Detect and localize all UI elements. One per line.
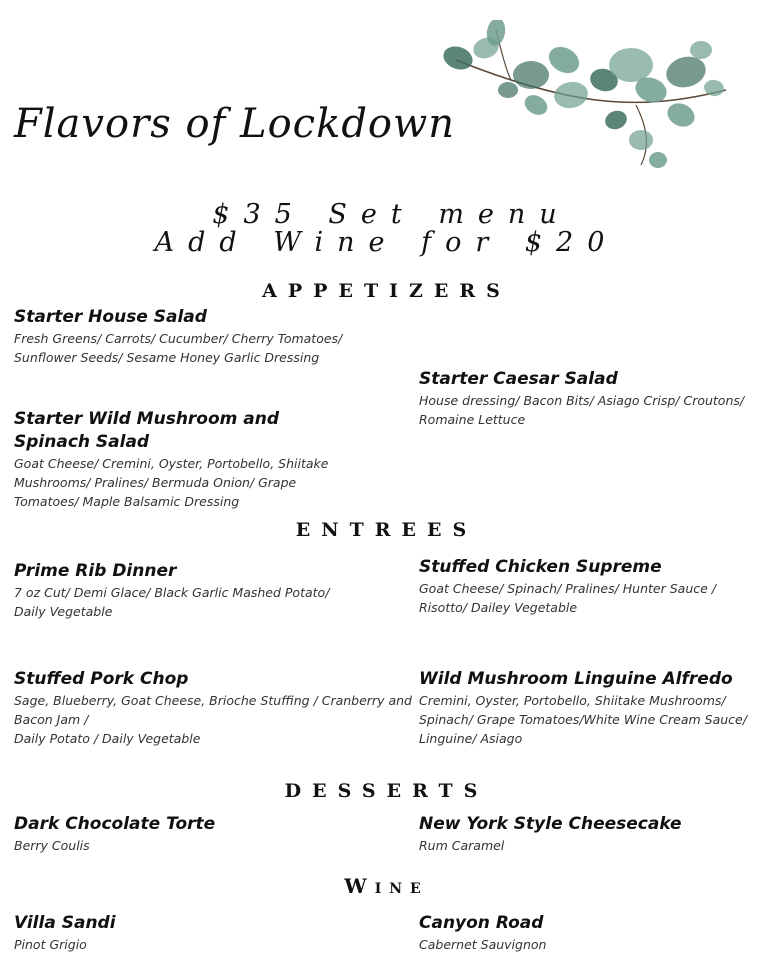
set-menu-price: $35 Set menu bbox=[212, 199, 571, 230]
menu-item-description bbox=[14, 583, 394, 621]
description-line: Mushrooms/ Pralines/ Bermuda Onion/ Grape bbox=[14, 475, 297, 490]
menu-item-name: Stuffed Pork Chop bbox=[14, 669, 189, 689]
menu-item bbox=[419, 813, 769, 855]
description-line: Spinach/ Grape Tomatoes/White Wine Cream Sauce/ bbox=[419, 712, 747, 727]
leaf-shape bbox=[440, 43, 476, 74]
description-line: Linguine/ Asiago bbox=[419, 731, 523, 746]
menu-item-description bbox=[419, 935, 769, 954]
section-heading-appetizers: APPETIZERS bbox=[262, 280, 511, 302]
leaf-shape bbox=[690, 41, 712, 59]
menu-item-description bbox=[14, 836, 394, 855]
description-line: Cabernet Sauvignon bbox=[419, 937, 547, 952]
leaf-shape bbox=[552, 79, 590, 111]
menu-item-name: Villa Sandi bbox=[14, 913, 116, 933]
description-line: Risotto/ Dailey Vegetable bbox=[419, 600, 578, 615]
description-line: Cremini, Oyster, Portobello, Shiitake Mushrooms/ bbox=[419, 693, 726, 708]
menu-item bbox=[419, 556, 769, 617]
section-heading-wine: Wine bbox=[344, 874, 429, 898]
menu-item-description bbox=[419, 391, 769, 429]
menu-item bbox=[14, 306, 394, 367]
description-line: Romaine Lettuce bbox=[419, 412, 526, 427]
description-line: Goat Cheese/ Cremini, Oyster, Portobello, Shiitake bbox=[14, 456, 329, 471]
leaf-shape bbox=[544, 42, 584, 79]
leaf-shape bbox=[513, 61, 549, 89]
leaf-shape bbox=[521, 91, 551, 119]
menu-item-name: Prime Rib Dinner bbox=[14, 561, 177, 581]
menu-item-description bbox=[419, 579, 769, 617]
menu-item bbox=[14, 668, 414, 748]
description-line: Sunflower Seeds/ Sesame Honey Garlic Dressing bbox=[14, 350, 320, 365]
menu-item-name: New York Style Cheesecake bbox=[419, 814, 682, 834]
leaf-shape bbox=[498, 82, 518, 98]
menu-item-name: Wild Mushroom Linguine Alfredo bbox=[419, 669, 733, 689]
description-line: Fresh Greens/ Carrots/ Cucumber/ Cherry Tomatoes/ bbox=[14, 331, 343, 346]
menu-item-description bbox=[14, 935, 394, 954]
menu-item bbox=[14, 813, 394, 855]
menu-item-description bbox=[419, 836, 769, 855]
description-line: Goat Cheese/ Spinach/ Pralines/ Hunter Sauce / bbox=[419, 581, 716, 596]
description-line: House dressing/ Bacon Bits/ Asiago Crisp/ Croutons/ bbox=[419, 393, 745, 408]
menu-item-description bbox=[14, 691, 414, 748]
description-line: Daily Vegetable bbox=[14, 604, 113, 619]
menu-item bbox=[14, 408, 359, 511]
description-line: Tomatoes/ Maple Balsamic Dressing bbox=[14, 494, 240, 509]
leaf-shape bbox=[629, 130, 653, 150]
leaf-shape bbox=[649, 152, 667, 168]
wine-add-on-price: Add Wine for $20 bbox=[154, 227, 619, 258]
description-line: Bacon Jam / bbox=[14, 712, 89, 727]
description-line: Pinot Grigio bbox=[14, 937, 87, 952]
menu-item-description bbox=[419, 691, 769, 748]
menu-item-description bbox=[14, 454, 359, 511]
menu-item-name: Starter Caesar Salad bbox=[419, 369, 618, 389]
menu-title: Flavors of Lockdown bbox=[14, 101, 456, 147]
leaf-shape bbox=[609, 48, 653, 82]
menu-item-name: Dark Chocolate Torte bbox=[14, 814, 216, 834]
menu-item-name: Stuffed Chicken Supreme bbox=[419, 557, 662, 577]
menu-item bbox=[14, 560, 394, 621]
menu-item-name: Starter House Salad bbox=[14, 307, 207, 327]
eucalyptus-branch-icon bbox=[436, 20, 736, 180]
section-heading-entrees: ENTREES bbox=[295, 519, 478, 541]
description-line: Sage, Blueberry, Goat Cheese, Brioche Stuffing / Cranberry and bbox=[14, 693, 412, 708]
leaf-shape bbox=[603, 108, 630, 132]
menu-item bbox=[419, 912, 769, 954]
section-heading-desserts: DESSERTS bbox=[284, 780, 489, 802]
menu-item-name: Starter Wild Mushroom and Spinach Salad bbox=[14, 409, 280, 452]
menu-item bbox=[419, 668, 769, 748]
menu-item-description bbox=[14, 329, 394, 367]
leaf-shape bbox=[664, 99, 699, 131]
description-line: Rum Caramel bbox=[419, 838, 505, 853]
description-line: Daily Potato / Daily Vegetable bbox=[14, 731, 201, 746]
description-line: Berry Coulis bbox=[14, 838, 90, 853]
menu-item-name: Canyon Road bbox=[419, 913, 544, 933]
menu-item bbox=[419, 368, 769, 429]
description-line: 7 oz Cut/ Demi Glace/ Black Garlic Mashed Potato/ bbox=[14, 585, 330, 600]
menu-item bbox=[14, 912, 394, 954]
